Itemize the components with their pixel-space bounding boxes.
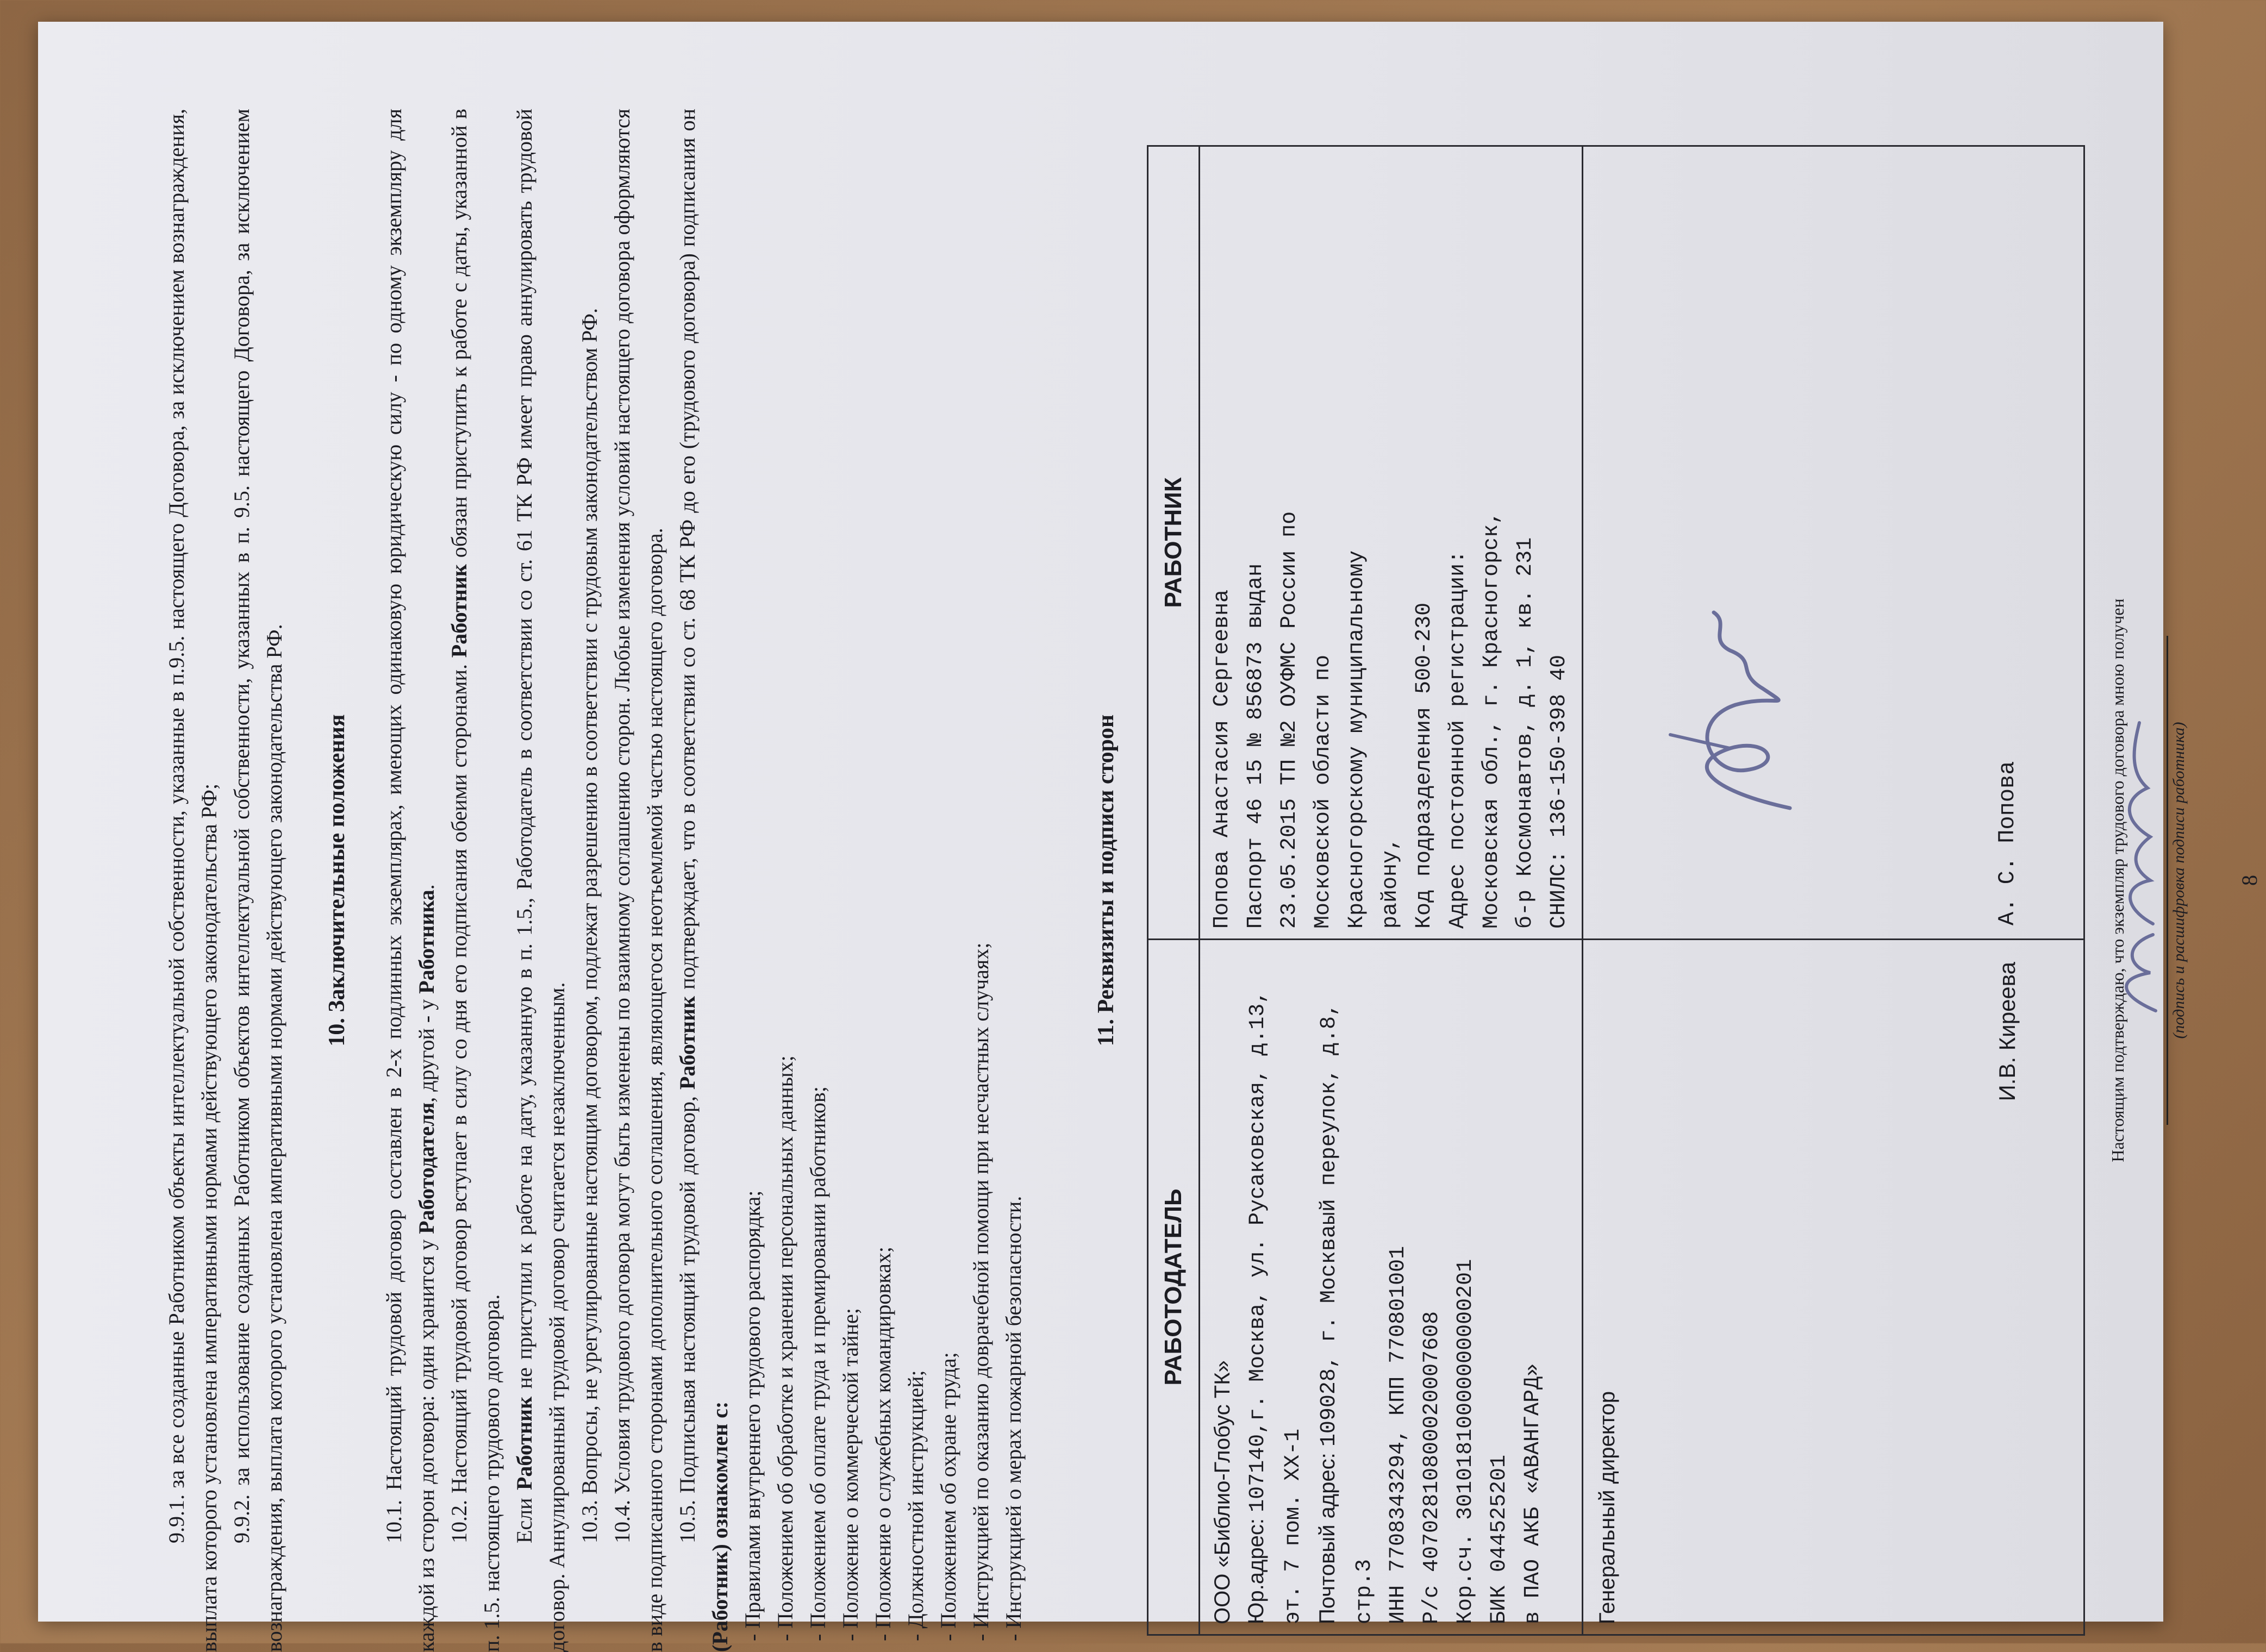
employee-line: Московская обл., г. Красногорск, bbox=[1480, 511, 1504, 929]
document-page bbox=[160, 108, 2262, 1652]
clause-10-2: 10.2. Настоящий трудовой договор вступает в силу со дня его подписания обеими сторонами. Работник обязан приступить к работе с даты, указанной в п. 1.5. настоящего трудового договора. bbox=[447, 108, 504, 1652]
employee-line: Код подразделения 500-230 bbox=[1412, 602, 1437, 929]
employee-header: РАБОТНИК bbox=[1148, 146, 1200, 940]
employer-corr-account: Кор.сч. 30101810000000000201 bbox=[1453, 1259, 1478, 1624]
employee-details bbox=[1200, 146, 1583, 940]
list-item: - Правилами внутреннего трудового распорядка; bbox=[740, 1190, 765, 1641]
employee-line: б-р Космонавтов, д. 1, кв. 231 bbox=[1513, 537, 1538, 929]
employee-signature-cell bbox=[1583, 146, 2084, 940]
employer-bank: в ПАО АКБ «АВАНГАРД» bbox=[1521, 1363, 1545, 1624]
employer-postal-address: Почтовый адрес: 109028, г. Москваый переулок, д.8, стр.3 bbox=[1315, 1003, 1377, 1624]
employee-line: 23.05.2015 ТП №2 ОУФМС России по bbox=[1277, 511, 1302, 929]
employee-line: СНИЛС: 136-150-398 40 bbox=[1547, 654, 1571, 929]
list-item: - Инструкцией о мерах пожарной безопасности. bbox=[1001, 1196, 1026, 1641]
employer-inn: ИНН 7708343294, КПП 770801001 bbox=[1386, 1246, 1410, 1624]
employee-line: Попова Анастасия Сергеевна bbox=[1210, 589, 1234, 929]
employer-header: РАБОТОДАТЕЛЬ bbox=[1148, 940, 1200, 1635]
clause-10-5: 10.5. Подписывая настоящий трудовой договор, Работник подтверждает, что в соответствии со ст. 68 ТК РФ до его (трудового договора) подписания он (Работник) ознакомлен с: bbox=[675, 109, 732, 1652]
list-item: - Положением об оплате труда и премировании работников; bbox=[806, 1086, 830, 1641]
list-item: - Должностной инструкцией; bbox=[903, 1370, 928, 1641]
employer-details bbox=[1200, 940, 1583, 1635]
employee-line: району, bbox=[1378, 837, 1403, 929]
clause-10-2-annul: Если Работник не приступил к работе на дату, указанную в п. 1.5., Работодатель в соответствии со ст. 61 ТК РФ имеет право аннулировать трудовой договор. Аннулированный трудовой договор считается незаключенным. bbox=[512, 108, 569, 1652]
list-item: - Положение о служебных командировках; bbox=[871, 1247, 895, 1641]
employer-account: Р/с 40702810800020007608 bbox=[1420, 1311, 1444, 1624]
signature-caption: (подпись и расшифровка подписи работника) bbox=[2170, 722, 2188, 1039]
employer-position: Генеральный директор bbox=[1595, 1391, 1619, 1624]
list-item: - Положение о коммерческой тайне; bbox=[838, 1308, 863, 1641]
employer-name: ООО «Библио-Глобус ТК» bbox=[1210, 1360, 1234, 1624]
acquaintance-list bbox=[736, 109, 1030, 1652]
clause-10-1: 10.1. Настоящий трудовой договор составлен в 2-х подлинных экземплярах, имеющих одинаковую юридическую силу - по одному экземпляру для каждой из сторон договора: один хранится у Работодателя, другой - у Работника. bbox=[382, 109, 439, 1652]
employee-line: Московской области по bbox=[1311, 654, 1335, 929]
employee-signer-name: А. С. Попова bbox=[1994, 761, 2020, 925]
clause-9-9-2: 9.9.2. за использование созданных Работником объектов интеллектуальной собственности, указанных в п. 9.5. настоящего Договора, за исключением вознаграждения, выплата которого установлена императивными нормами действующего законодательства РФ. bbox=[229, 109, 286, 1652]
receipt-confirmation bbox=[2107, 109, 2190, 1652]
confirmation-text: Настоящим подтверждаю, что экземпляр трудового договора мною получен bbox=[2108, 598, 2127, 1162]
list-item: - Положением об охране труда; bbox=[936, 1352, 960, 1641]
section-10-heading: 10. Заключительные положения bbox=[324, 714, 349, 1047]
employer-signature-cell bbox=[1583, 940, 2084, 1635]
employee-line: Паспорт 46 15 № 856873 выдан bbox=[1244, 563, 1268, 929]
paper-sheet bbox=[38, 22, 2262, 1652]
employee-line: Адрес постоянной регистрации: bbox=[1446, 550, 1470, 929]
receipt-signature-line bbox=[2128, 636, 2168, 1125]
clause-10-4: 10.4. Условия трудового договора могут быть изменены по взаимному соглашению сторон. Любые изменения условий настоящего договора оформляются в виде подписанного сторонами дополнительного соглашения, являющегося неотъемлемой частью настоящего договора. bbox=[610, 109, 667, 1652]
employer-bik: БИК 044525201 bbox=[1487, 1454, 1512, 1624]
page-number: 8 bbox=[2237, 875, 2262, 886]
employee-line: Красногорскому муниципальному bbox=[1345, 550, 1369, 929]
clause-9-9-1: 9.9.1. за все созданные Работником объекты интеллектуальной собственности, указанные в п.9.5. настоящего Договора, за исключением вознаграждения, выплата которого установлена императивными нормами действующего законодательства РФ; bbox=[164, 109, 221, 1652]
requisites-table bbox=[1147, 145, 2085, 1636]
clause-10-3: 10.3. Вопросы, не урегулированные настоящим договором, подлежат разрешению в соответствии с трудовым законодательством РФ. bbox=[577, 308, 602, 1543]
section-11-heading: 11. Реквизиты и подписи сторон bbox=[1094, 714, 1119, 1047]
employee-signature-image bbox=[1649, 602, 1828, 830]
receipt-signature-image bbox=[2107, 712, 2172, 1016]
list-item: - Инструкцией по оказанию доврачебной помощи при несчастных случаях; bbox=[969, 942, 993, 1641]
employer-signer-name: И.В. Киреева bbox=[1994, 962, 2020, 1102]
employer-legal-address: Юр.адрес: 107140,г. Москва, ул. Русаковская, д.13, эт. 7 пом. XX-1 bbox=[1244, 990, 1306, 1624]
list-item: - Положением об обработке и хранении персональных данных; bbox=[773, 1055, 797, 1641]
